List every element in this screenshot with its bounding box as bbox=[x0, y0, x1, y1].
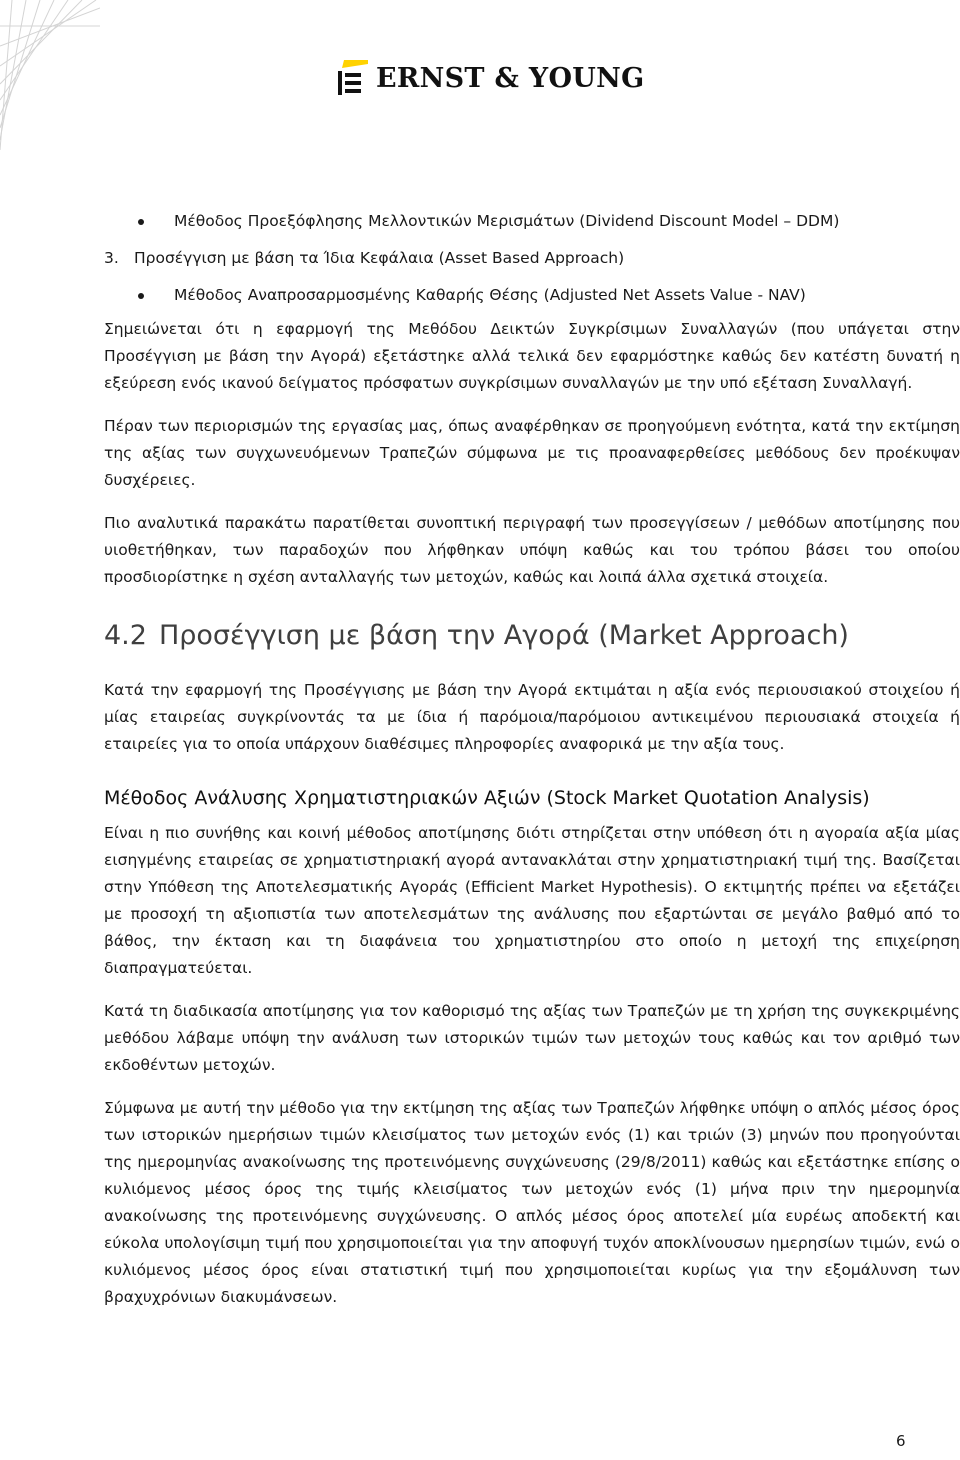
numbered-item-3 bbox=[104, 240, 960, 277]
logo-bars-icon bbox=[338, 60, 368, 96]
paragraph-comparable-transactions-note: Σημειώνεται ότι η εφαρμογή της Μεθόδου Δεικτών Συγκρίσιμων Συναλλαγών (που υπάγεται στην Προσέγγιση με βάση την Αγορά) εξετάστηκε αλλά τελικά δεν εφαρμόστηκε καθώς δεν κατέστη δυνατή η εξεύρεση ενός ικανού δείγματος πρόσφατων συγκρίσιμων συναλλαγών με την υπό εξέταση Συναλλαγή. bbox=[104, 320, 960, 392]
bullet-item-ddm: Μέθοδος Προεξόφλησης Μελλοντικών Μερισμάτων (Dividend Discount Model – DDM) bbox=[104, 203, 960, 240]
corner-decoration-lines bbox=[0, 0, 100, 150]
section-heading bbox=[104, 607, 960, 665]
paragraph-valuation-process: Κατά τη διαδικασία αποτίμησης για τον καθορισμό της αξίας των Τραπεζών με τη χρήση της συγκεκριμένης μεθόδου λάβαμε υπόψη την ανάλυση των ιστορικών τιμών των μετοχών τους καθώς και τον αριθμό των εκδοθέντων μετοχών. bbox=[104, 1002, 960, 1074]
bullet-item-nav: Μέθοδος Αναπροσαρμοσμένης Καθαρής Θέσης (Adjusted Net Assets Value - NAV) bbox=[104, 277, 960, 314]
section-number: 4.2 bbox=[104, 620, 147, 651]
page-content bbox=[104, 203, 960, 1327]
subsection-heading: Μέθοδος Ανάλυσης Χρηματιστηριακών Αξιών (Stock Market Quotation Analysis) bbox=[104, 787, 870, 809]
paragraph-market-approach-intro: Κατά την εφαρμογή της Προσέγγισης με βάση την Αγορά εκτιμάται η αξία ενός περιουσιακού στοιχείου ή μίας εταιρείας συγκρίνοντάς τα με ίδια ή παρόμοια/παρόμοιου αντικειμένου περιουσιακά στοιχεία ή εταιρείες για το οποία υπάρχουν διαθέσιμες πληροφορίες αναφορικά με την αξία τους. bbox=[104, 681, 960, 753]
logo-text: ERNST & YOUNG bbox=[376, 62, 645, 94]
company-logo bbox=[338, 58, 644, 98]
paragraph-average-prices: Σύμφωνα με αυτή την μέθοδο για την εκτίμηση της αξίας των Τραπεζών λήφθηκε υπόψη ο απλός μέσος όρος των ιστορικών ημερήσιων τιμών κλεισίματος των μετοχών ενός (1) και τριών (3) μηνών που προηγούνται της ημερομηνίας ανακοίνωσης της προτεινόμενης συγχώνευσης (29/8/2011) καθώς και εξετάστηκε επίσης ο κυλιόμενος μέσος όρος της τιμής κλεισίματος των μετοχών ενός (1) μήνα πριν την ημερομηνία ανακοίνωσης της προτεινόμενης συγχώνευσης. Ο απλός μέσος όρος αποτελεί μία ευρέως αποδεκτή και εύκολα υπολογίσιμη τιμή που χρησιμοποιείται για την αποφυγή τυχόν αποκλίνουσων ημερησίων τιμών, ενώ ο κυλιόμενος μέσος όρος είναι στατιστική τιμή που χρησιμοποιείται κυρίως για την εξομάλυνση των βραχυχρόνιων διακυμάνσεων. bbox=[104, 1099, 960, 1306]
item-number: 3. bbox=[104, 249, 119, 267]
paragraph-stock-market-method: Είναι η πιο συνήθης και κοινή μέθοδος αποτίμησης διότι στηρίζεται στην υπόθεση ότι η αγοραία αξία μίας εισηγμένης εταιρείας σε χρηματιστηριακή αγορά αντανακλάται στην χρηματιστηριακή τιμή της. Βασίζεται στην Υπόθεση της Αποτελεσματικής Αγοράς (Efficient Market Hypothesis). Ο εκτιμητής πρέπει να εξετάζει με προσοχή τη αξιοπιστία των αποτελεσμάτων της ανάλυσης που εξαρτώνται σε μεγάλο βαθμό από το βάθος, την έκταση και τη διαφάνεια του χρηματιστηρίου στο οποίο η μετοχή της επιχείρηση διαπραγματεύεται. bbox=[104, 824, 960, 977]
item-text: Προσέγγιση με βάση τα Ίδια Κεφάλαια (Asset Based Approach) bbox=[134, 249, 625, 267]
section-title: Προσέγγιση με βάση την Αγορά (Market Approach) bbox=[158, 620, 849, 651]
page-number: 6 bbox=[896, 1432, 906, 1450]
paragraph-detailed-description: Πιο αναλυτικά παρακάτω παρατίθεται συνοπτική περιγραφή των προσεγγίσεων / μεθόδων αποτίμησης που υιοθετήθηκαν, των παραδοχών που λήφθηκαν υπόψη καθώς και του τρόπου βάσει του οποίου προσδιορίστηκε η σχέση ανταλλαγής των μετοχών, καθώς και λοιπά άλλα σχετικά στοιχεία. bbox=[104, 514, 960, 586]
paragraph-limitations: Πέραν των περιορισμών της εργασίας μας, όπως αναφέρθηκαν σε προηγούμενη ενότητα, κατά την εκτίμηση της αξίας των συγχωνευόμενων Τραπεζών σύμφωνα με τις προαναφερθείσες μεθόδους δεν προέκυψαν δυσχέρειες. bbox=[104, 417, 960, 489]
